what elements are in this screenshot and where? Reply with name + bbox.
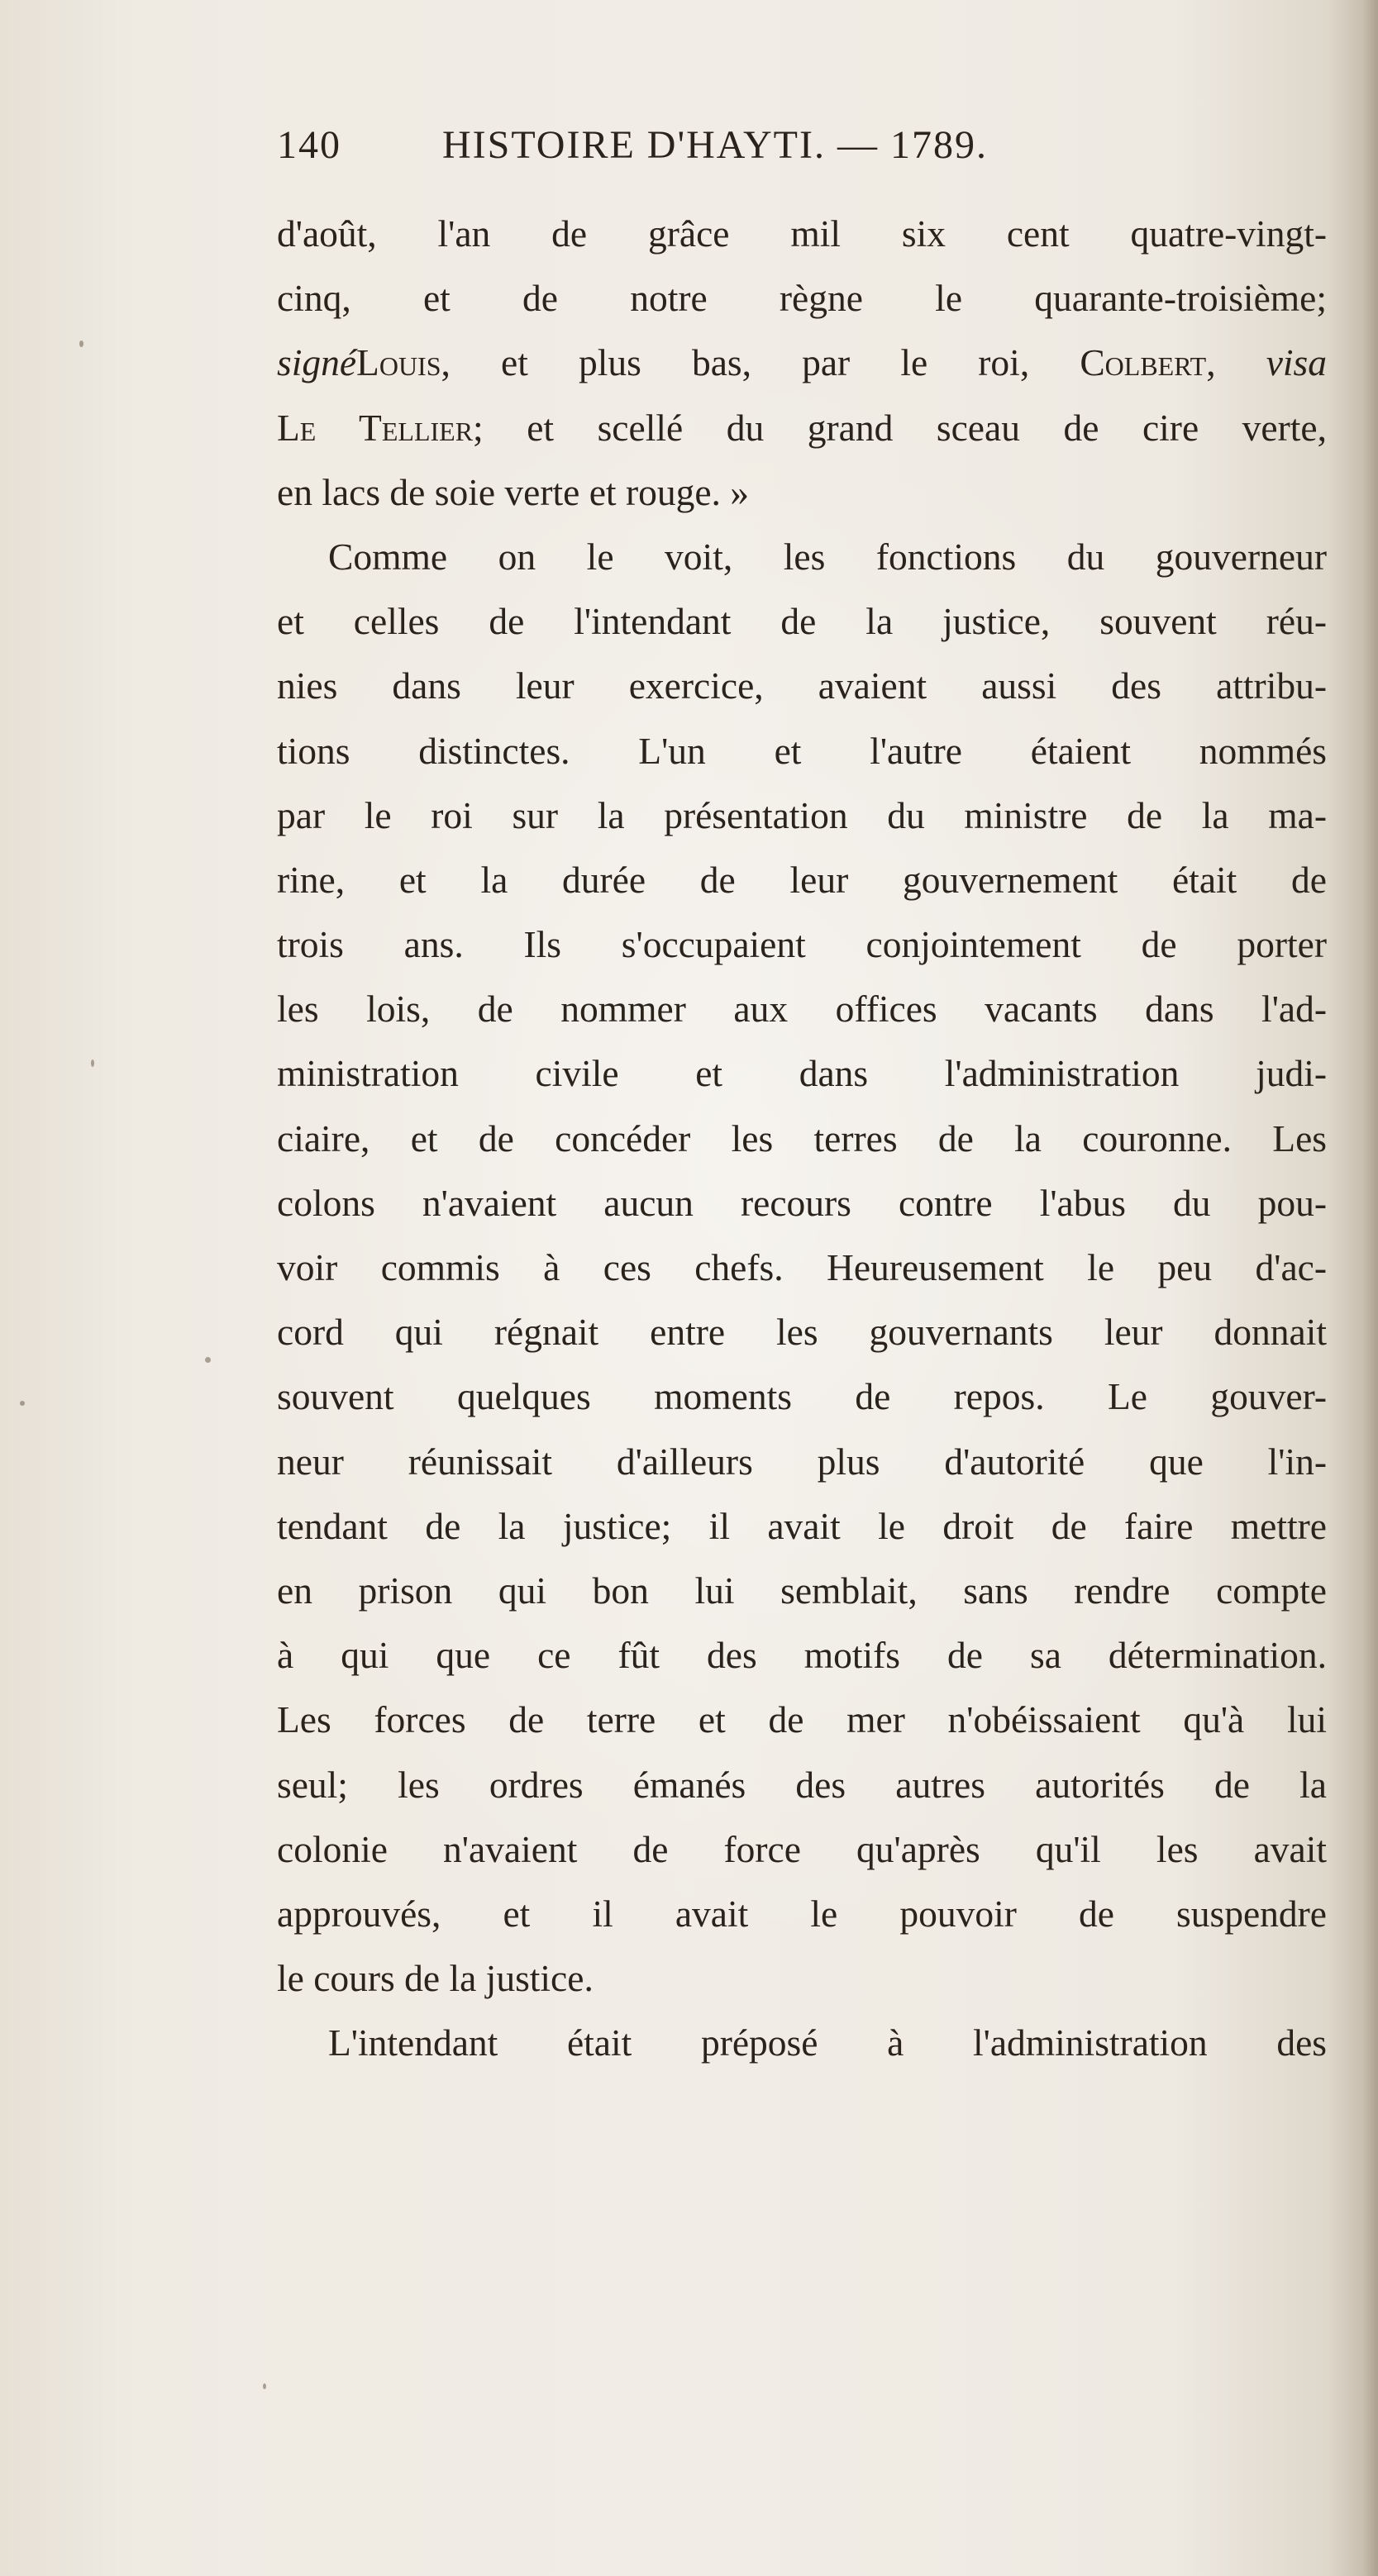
text-line: trois ans. Ils s'occupaient conjointement de porter: [277, 923, 1327, 966]
text-line: par le roi sur la présentation du ministre de la ma-: [277, 793, 1327, 836]
text-line: [277, 396, 1327, 460]
text-line: Les forces de terre et de mer n'obéissaient qu'à lui: [277, 1698, 1327, 1741]
small-caps-name-colbert: Colbert: [1080, 341, 1207, 384]
text-line: colons n'avaient aucun recours contre l'abus du pou-: [277, 1181, 1327, 1224]
foxing-speck: [205, 1357, 211, 1363]
text-line: rine, et la durée de leur gouvernement était de: [277, 858, 1327, 901]
text-line: à qui que ce fût des motifs de sa détermination.: [277, 1634, 1327, 1677]
text-line: en lacs de soie verte et rouge. »: [277, 470, 750, 513]
text-run: , et plus bas, par le roi,: [441, 341, 1080, 384]
text-line: nies dans leur exercice, avaient aussi des attribu-: [277, 664, 1327, 707]
running-header: [277, 122, 1153, 180]
text-line: voir commis à ces chefs. Heureusement le peu d'ac-: [277, 1246, 1327, 1288]
text-line: cinq, et de notre règne le quarante-troisième;: [277, 277, 1327, 320]
text-line: cord qui régnait entre les gouvernants leur donnait: [277, 1311, 1327, 1354]
page-number: 140: [277, 123, 341, 167]
text-line: et celles de l'intendant de la justice, souvent réu-: [277, 600, 1327, 643]
text-line: ciaire, et de concéder les terres de la couronne. Les: [277, 1117, 1327, 1159]
body-text: [277, 202, 1327, 2075]
text-run: ; et scellé du grand sceau de cire verte,: [473, 406, 1327, 449]
text-line: neur réunissait d'ailleurs plus d'autorité que l'in-: [277, 1440, 1327, 1483]
small-caps-name-louis: Louis: [356, 341, 441, 384]
text-line: seul; les ordres émanés des autres autorités de la: [277, 1763, 1327, 1806]
text-line: d'août, l'an de grâce mil six cent quatre-vingt-: [277, 212, 1327, 255]
foxing-speck: [20, 1401, 25, 1406]
text-line: le cours de la justice.: [277, 1957, 594, 2000]
text-line: colonie n'avaient de force qu'après qu'il les avait: [277, 1827, 1327, 1870]
text-line: souvent quelques moments de repos. Le gouver-: [277, 1375, 1327, 1418]
foxing-speck: [263, 2383, 266, 2389]
foxing-speck: [91, 1059, 94, 1067]
italic-word-visa: visa: [1266, 341, 1327, 384]
text-line: les lois, de nommer aux offices vacants dans l'ad-: [277, 988, 1327, 1031]
text-line: approuvés, et il avait le pouvoir de suspendre: [277, 1892, 1327, 1935]
spine-shadow: [1328, 0, 1378, 2576]
paragraph-start-line: L'intendant était préposé à l'administration des: [328, 2021, 1327, 2064]
running-title: HISTOIRE D'HAYTI. — 1789.: [442, 123, 988, 167]
text-line: tions distinctes. L'un et l'autre étaient nommés: [277, 729, 1327, 772]
small-caps-name-le-tellier: Le Tellier: [277, 406, 474, 449]
text-line: ministration civile et dans l'administration judi-: [277, 1052, 1327, 1095]
foxing-speck: [79, 340, 83, 347]
italic-word-signe: signé: [277, 341, 357, 384]
text-line: [277, 331, 1327, 395]
paragraph-start-line: Comme on le voit, les fonctions du gouverneur: [328, 535, 1327, 578]
text-line: tendant de la justice; il avait le droit de faire mettre: [277, 1504, 1327, 1547]
text-line: en prison qui bon lui semblait, sans rendre compte: [277, 1569, 1327, 1612]
text-run: ,: [1206, 341, 1266, 384]
